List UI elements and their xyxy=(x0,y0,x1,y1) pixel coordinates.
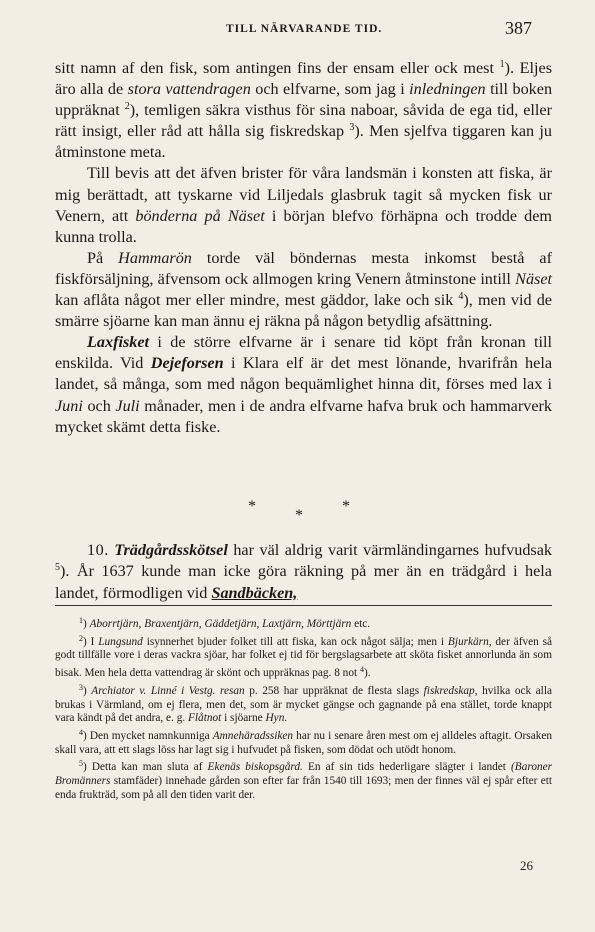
footnote-emphasis: Amnehäradssiken xyxy=(212,729,294,742)
footnote-mark: 2 xyxy=(79,633,83,643)
text-run: månader, men i de andra elfvarne hafva bruk och hammarverk mycket skämt detta fiske. xyxy=(55,396,552,436)
text-run: ). År 1637 kunde man icke göra räkning på mer än en trädgård i hela landet, förmodligen vid xyxy=(55,562,552,602)
footnote-text: ). xyxy=(363,667,371,680)
section-10 xyxy=(55,540,552,604)
asterisk: * xyxy=(295,507,303,524)
text-run: till boken uppräknat xyxy=(55,80,553,120)
paragraph-3 xyxy=(55,248,552,332)
text-run: har väl aldrig varit värmländingarnes hufvudsak xyxy=(233,541,552,559)
footnote-separator xyxy=(55,605,552,606)
footnote-text: Detta kan man sluta af xyxy=(91,761,203,774)
footnote-ref: 4 xyxy=(458,291,464,303)
paragraph-1 xyxy=(55,58,552,163)
footnote-emphasis: Hyn. xyxy=(265,712,288,725)
emphasis-underlined: Sandbäcken, xyxy=(211,583,298,602)
text-run: sitt namn af den fisk, som antingen fins der ensam eller ock mest xyxy=(55,59,494,77)
footnote-text: isynnerhet bjuder folket till att fiska, kan ock något sälja; men i xyxy=(146,635,445,648)
asterisk: * xyxy=(248,498,256,515)
footnote-ref: 3 xyxy=(349,122,355,134)
text-run: ), temligen säkra visthus för sina naboar, såvida de ega tid, eller rätt insigt, eller råd att hålla sig fiskredskap xyxy=(55,101,553,141)
text-run: och elfvarne, som jag i xyxy=(255,80,405,99)
emphasis-bold: Dejeforsen xyxy=(150,354,224,373)
emphasis: inledningen xyxy=(409,80,486,99)
footnote-3: $^3$) Archiator v. Linné i Vestg. resan p. 258 har uppräknat de flesta slags fiskredskap, hvilka ock alla brukas i Värmland, om ej flera, men det, som är mycket gängse och gagnande på ena stället, torde knappt vara kändt på det andra, e. g. Flåtnot i sjöarne Hyn. xyxy=(55,682,552,725)
footnote-ref: 1 xyxy=(499,59,505,70)
footnote-emphasis: Bjurkärn, xyxy=(447,635,492,648)
running-title: TILL NÄRVARANDE TID. xyxy=(226,23,383,35)
emphasis: Hammarön xyxy=(118,248,192,267)
text-run: ). Men sjelfva tiggaren kan ju åtminstone meta. xyxy=(55,122,553,162)
emphasis-bold: Laxfisket xyxy=(87,333,150,352)
footnote-emphasis: (Baroner Bromänners xyxy=(55,761,553,788)
text-run: i början blefvo förhäpna och trodde dem kunna trolla. xyxy=(55,206,553,246)
footnote-mark: 3 xyxy=(79,682,83,692)
text-run: Till bevis att det äfven brister för våra landsmän i konsten att fiska, är mig berättadt, att tyskarne vid Liljedals glasbruk tagit så mycken fisk ur Venern, att xyxy=(55,164,552,225)
footnote-text: hvilka ock alla brukas i Värmland, om ej flera, men det, som är mycket gängse och gagnande på ena stället, torde knappt vara kändt på det andra, e. g. xyxy=(55,684,552,725)
footnote-emphasis: Lungsund xyxy=(98,635,143,648)
footnote-text: Aborrtjärn, Braxentjärn, Gäddetjärn, Laxtjärn, Mörttjärn xyxy=(89,618,352,630)
emphasis: Juni xyxy=(55,396,83,415)
emphasis: Näset xyxy=(515,269,553,288)
footnote-emphasis: fiskredskap, xyxy=(423,684,478,697)
text-run: ), men vid de smärre sjöarne kan man ännu ej räkna på någon betydlig afsättning. xyxy=(55,291,552,331)
footnote-ref: 4 xyxy=(359,665,364,675)
main-text xyxy=(55,58,552,438)
footnote-mark: 5 xyxy=(79,759,83,769)
page-number: 387 xyxy=(505,18,532,38)
emphasis: Juli xyxy=(115,396,140,415)
footnote-emphasis: Flåtnot xyxy=(188,712,222,725)
footnote-emphasis: Archiator v. Linné i Vestg. resan xyxy=(91,684,245,697)
footnotes xyxy=(55,614,552,802)
footnote-text: stamfäder) innehade gården son efter far från 1540 till 1693; men der finnes väl ej spår efter ett enda frukträd, som på all den tiden varit der. xyxy=(55,775,552,801)
footnote-text: I xyxy=(90,635,95,648)
footnote-text: Den mycket namnkunniga xyxy=(89,729,210,742)
footnote-text: har nu i senare åren mest om ej alldeles aftagit. Orsaken skall vara, att ett slags löss har lagt sig i hufvudet på fisken, som dödat och utödt honom. xyxy=(55,729,553,756)
emphasis: stora vattendragen xyxy=(127,80,251,99)
text-run: torde väl böndernas mesta inkomst bestå af fiskförsäljning, äfvensom ock allmogen kring Venern åtminstone intill xyxy=(55,248,553,288)
text-run: i de större elfvarne är i senare tid köpt från kronan till enskilda. Vid xyxy=(55,333,553,373)
signature-mark: 26 xyxy=(520,858,533,873)
footnote-4: $^4$) Den mycket namnkunniga Amnehäradssiken har nu i senare åren mest om ej alldeles aftagit. Orsaken skall vara, att ett slags löss har lagt sig i hufvudet på fisken, som dödat och utödt honom. xyxy=(55,727,553,756)
footnote-text: En af sin tids hederligare slägter i landet xyxy=(307,761,506,774)
footnote-text: etc. xyxy=(354,618,371,630)
footnote-text: p. 258 har uppräknat de flesta slags xyxy=(249,684,420,697)
footnote-5: $^5$) Detta kan man sluta af Ekenäs biskopsgård. En af sin tids hederligare slägter i landet (Baroner Bromänners stamfäder) innehade gården son efter far från 1540 till 1693; men der finnes väl ej spår efter ett enda frukträd, som på all den tiden varit der. xyxy=(55,759,553,801)
footnote-mark: 1 xyxy=(79,616,83,625)
text-run: På xyxy=(87,248,104,267)
footnote-emphasis: Ekenäs biskopsgård. xyxy=(207,761,303,774)
text-run: i Klara elf är det mest lönande, hvarifrån hela landet, så många, som med någon bequämlighet hinna dit, förses med lax i xyxy=(55,354,553,394)
footnote-text: i sjöarne xyxy=(224,712,263,725)
footnote-1: $^1$) Aborrtjärn, Braxentjärn, Gäddetjärn, Laxtjärn, Mörttjärn etc. xyxy=(79,616,371,630)
footnote-ref: 2 xyxy=(124,101,130,113)
text-run: och xyxy=(87,396,111,415)
section-number: 10. xyxy=(87,541,109,559)
page-header xyxy=(0,20,595,42)
paragraph-2 xyxy=(55,163,552,247)
emphasis: bönderna på Näset xyxy=(135,206,265,225)
footnote-ref: 5 xyxy=(55,562,60,574)
footnote-2: $^2$) I Lungsund isynnerhet bjuder folket till att fiska, kan ock något sälja; men i Bjurkärn, der äfven så godt tillfälle vore i deras vackra sjöar, har folket ej tid för bergslagsarbete att sköta fisket annorlunda än som bisak. Men hela detta vattendrag är skönt och uppräknas pag. 8 not $^4$). xyxy=(55,633,553,680)
paragraph-4 xyxy=(55,332,552,437)
section-paragraph xyxy=(55,540,552,604)
footnote-text: der äfven så godt tillfälle vore i deras vackra sjöar, har folket ej tid för bergslagsarbete att sköta fisket annorlunda än som bisak. Men hela detta vattendrag är skönt och uppräknas pag. 8 not xyxy=(55,635,553,680)
asterisk: * xyxy=(342,498,350,515)
text-run: ). Eljes äro alla de xyxy=(55,59,552,99)
section-title: Trädgårdsskötsel xyxy=(114,541,228,559)
text-run: kan aflåta något mer eller mindre, mest gäddor, lake och sik xyxy=(55,291,454,310)
footnote-mark: 4 xyxy=(79,727,83,737)
section-divider xyxy=(0,498,595,526)
